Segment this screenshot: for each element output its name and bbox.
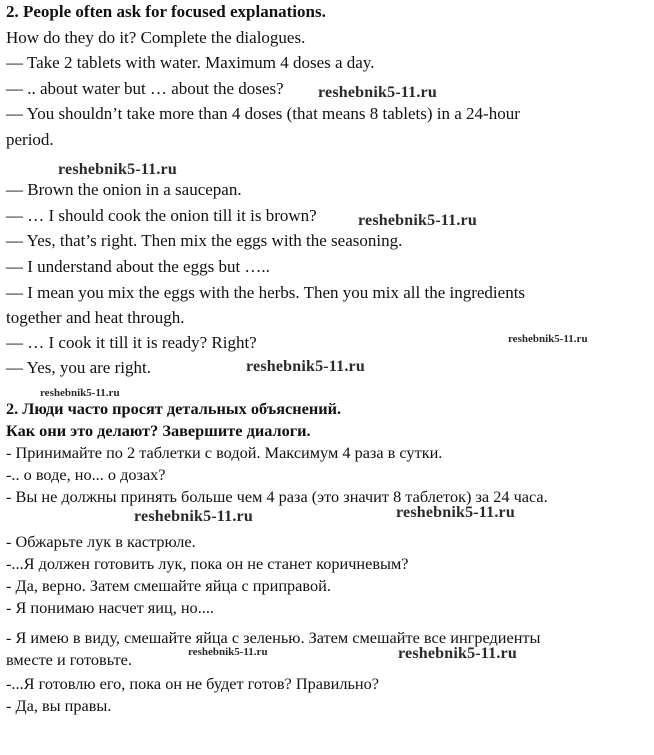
- watermark: reshebnik5-11.ru: [508, 333, 588, 345]
- english-line: — I mean you mix the eggs with the herbs. Then you mix all the ingredients: [6, 283, 526, 302]
- russian-line: - Я имею в виду, смешайте яйца с зеленью. Затем смешайте все ингредиенты: [6, 628, 541, 647]
- watermark: reshebnik5-11.ru: [396, 504, 515, 521]
- english-line: — You shouldn’t take more than 4 doses (that means 8 tablets) in a 24-hour: [6, 104, 520, 123]
- russian-line: -...Я готовлю его, пока он не будет готов? Правильно?: [6, 674, 380, 693]
- russian-line: - Вы не должны принять больше чем 4 раза (это значит 8 таблеток) за 24 часа.: [6, 487, 548, 506]
- russian-line: - Обжарьте лук в кастрюле.: [6, 532, 196, 551]
- watermark: reshebnik5-11.ru: [58, 161, 177, 178]
- russian-line: -.. о воде, но... о дозах?: [6, 465, 166, 484]
- watermark: reshebnik5-11.ru: [134, 508, 253, 525]
- russian-heading: 2. Люди часто просят детальных объяснений.: [6, 399, 342, 418]
- english-heading: 2. People often ask for focused explanations.: [6, 2, 326, 21]
- watermark: reshebnik5-11.ru: [188, 646, 268, 658]
- russian-line: вместе и готовьте.: [6, 650, 132, 669]
- russian-line: - Да, верно. Затем смешайте яйца с приправой.: [6, 576, 331, 595]
- russian-subheading: Как они это делают? Завершите диалоги.: [6, 421, 311, 440]
- english-line: period.: [6, 130, 54, 149]
- russian-line: - Да, вы правы.: [6, 696, 112, 715]
- watermark: reshebnik5-11.ru: [318, 84, 437, 101]
- watermark: reshebnik5-11.ru: [40, 387, 120, 399]
- russian-line: - Я понимаю насчет яиц, но....: [6, 598, 214, 617]
- english-line: — I understand about the eggs but …..: [6, 257, 270, 276]
- english-line: — … I cook it till it is ready? Right?: [6, 333, 257, 352]
- english-line: — … I should cook the onion till it is brown?: [6, 206, 317, 225]
- english-line: — Yes, you are right.: [6, 358, 151, 377]
- watermark: reshebnik5-11.ru: [358, 212, 477, 229]
- russian-line: -...Я должен готовить лук, пока он не станет коричневым?: [6, 554, 409, 573]
- english-line: — .. about water but … about the doses?: [6, 79, 284, 98]
- watermark: reshebnik5-11.ru: [398, 645, 517, 662]
- english-line: How do they do it? Complete the dialogues.: [6, 28, 306, 47]
- english-line: together and heat through.: [6, 308, 185, 327]
- english-line: — Yes, that’s right. Then mix the eggs with the seasoning.: [6, 231, 403, 250]
- english-line: — Brown the onion in a saucepan.: [6, 180, 242, 199]
- watermark: reshebnik5-11.ru: [246, 358, 365, 375]
- russian-line: - Принимайте по 2 таблетки с водой. Максимум 4 раза в сутки.: [6, 443, 443, 462]
- english-line: — Take 2 tablets with water. Maximum 4 doses a day.: [6, 53, 375, 72]
